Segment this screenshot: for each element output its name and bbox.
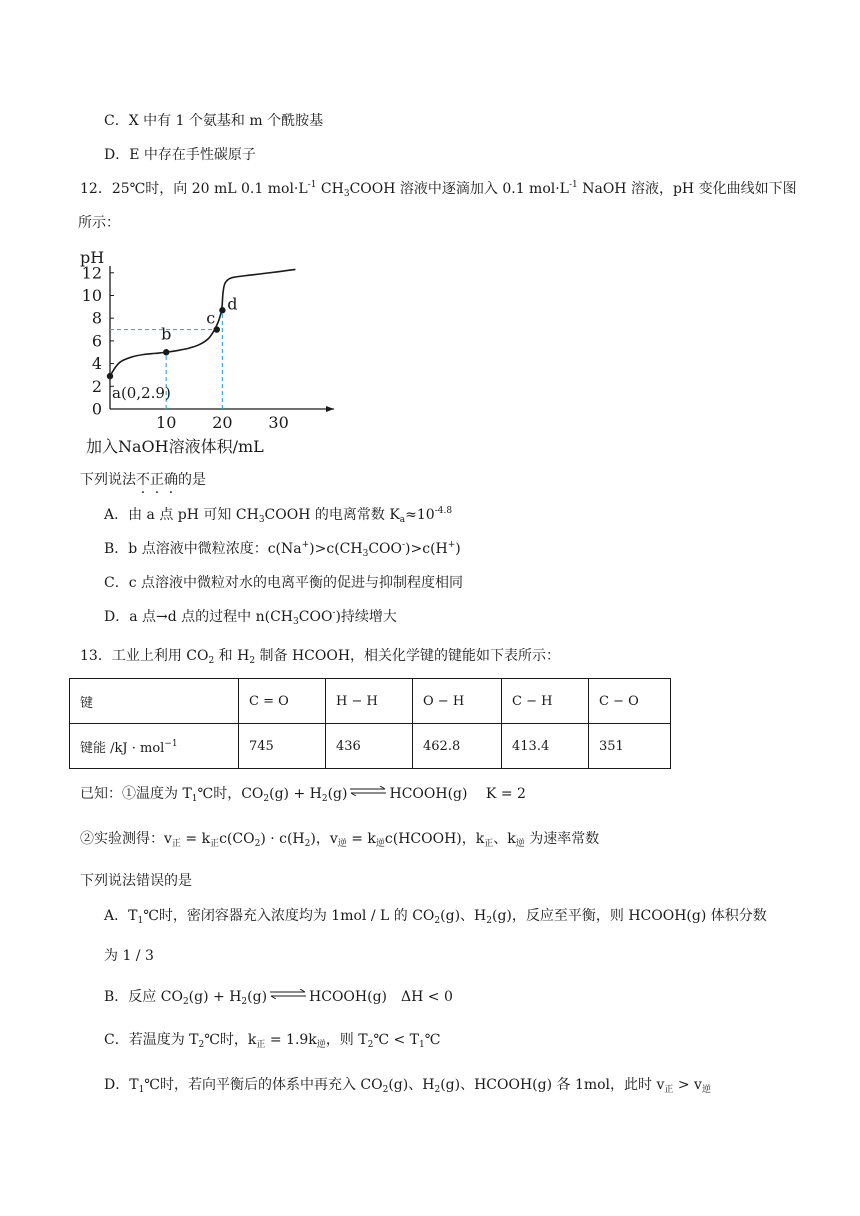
- data-point: [219, 307, 225, 313]
- q13-option-a-line2: 为 1 / 3: [104, 948, 154, 964]
- q11-option-c: C．X 中有 1 个氨基和 m 个酰胺基: [104, 113, 324, 129]
- table-row: [70, 724, 671, 769]
- data-point-label: d: [227, 294, 238, 314]
- q12-question-emphasis: [136, 472, 178, 488]
- q13-option-d: D．$T_1℃$时，若向平衡后的体系中再充入 $CO_2(g)$、$H_2(g)$、HCOOH(g) 各 1mol，此时 $v_正 > v_逆$: [104, 1077, 711, 1095]
- chart-y-axis-label: pH: [80, 248, 105, 267]
- y-tick-label: 6: [91, 331, 102, 351]
- data-point-label: a(0,2.9): [112, 384, 171, 403]
- q12-stem-line1: 12．25℃时，向 20 mL 0.1 $mol\cdot L^{-1}$ $CH_3COOH$ 溶液中逐滴加入 0.1 $mol\cdot L^{-1}$ NaOH 溶液，pH 变化曲线如下图: [80, 180, 797, 199]
- equilibrium-arrow-icon: [269, 989, 307, 999]
- emphasis-char: 不: [136, 472, 150, 488]
- y-tick-label: 0: [91, 399, 102, 419]
- ph-curve: [110, 269, 295, 376]
- data-point: [163, 349, 169, 355]
- table-cell: O − H: [413, 679, 502, 724]
- table-header-cell: 键: [70, 679, 239, 724]
- table-cell: C = O: [239, 679, 326, 724]
- q13-stem: 13．工业上利用 $CO_2$ 和 $H_2$ 制备 HCOOH，相关化学键的键能如下表所示：: [80, 648, 561, 666]
- q13-option-b: B．反应 $CO_2(g) + H_2(g)$ HCOOH(g) ΔH < 0: [104, 989, 453, 1007]
- y-tick-label: 2: [91, 376, 102, 396]
- ph-titration-chart: [76, 244, 346, 456]
- table-cell: C − O: [589, 679, 671, 724]
- chart-points: [107, 294, 238, 402]
- bond-energy-table: [69, 678, 671, 769]
- q12-option-c: C．c 点溶液中微粒对水的电离平衡的促进与抑制程度相同: [104, 575, 464, 591]
- x-tick-label: 10: [156, 413, 177, 432]
- y-tick-label: 8: [91, 308, 102, 328]
- data-point-label: b: [161, 324, 172, 344]
- table-cell: 745: [239, 724, 326, 769]
- table-cell: C − H: [502, 679, 589, 724]
- table-cell: H − H: [326, 679, 413, 724]
- data-point-label: c: [206, 308, 216, 328]
- emphasis-char: 正: [150, 472, 164, 488]
- table-cell: 351: [589, 724, 671, 769]
- emphasis-char: 确: [164, 472, 178, 488]
- q13-known-1: 已知：①温度为 $T_1℃$时，$CO_2(g) + H_2(g)$ HCOOH(g) K = 2: [80, 786, 526, 804]
- q13-question: 下列说法错误的是: [80, 873, 192, 889]
- q12-question: 下列说法不正确的是: [80, 472, 206, 488]
- equilibrium-arrow-icon: [349, 786, 387, 796]
- table-row: [70, 679, 671, 724]
- table-cell: 413.4: [502, 724, 589, 769]
- table-header-cell: 键能 /kJ · mol$^{-1}$: [70, 724, 239, 769]
- x-axis-arrow-icon: [326, 406, 334, 412]
- q12-option-a: A．由 a 点 pH 可知 $CH_3COOH$ 的电离常数 $K_a\approx 10^{-4.8}$: [104, 506, 453, 525]
- table-cell: 462.8: [413, 724, 502, 769]
- q12-stem-line2: 所示：: [78, 215, 120, 231]
- y-tick-label: 10: [81, 286, 102, 305]
- x-tick-label: 20: [212, 413, 233, 432]
- chart-x-axis-label: 加入NaOH溶液体积/mL: [86, 437, 264, 456]
- x-tick-label: 30: [268, 413, 289, 432]
- y-tick-label: 12: [81, 263, 102, 283]
- q13-option-a: A．$T_1℃$时，密闭容器充入浓度均为 1mol / L 的 $CO_2(g)$、$H_2(g)$，反应至平衡，则 HCOOH(g) 体积分数: [104, 908, 767, 926]
- y-tick-label: 4: [91, 354, 102, 374]
- q13-option-c: C．若温度为 $T_2℃$时，$k_正 = 1.9k_逆$，则 $T_2℃$ < $T_1℃$: [104, 1032, 441, 1050]
- q12-option-b: B．b 点溶液中微粒浓度：$c(Na^+)>c(CH_3COO^-)>c(H^+)$: [104, 540, 461, 559]
- data-point: [107, 373, 113, 379]
- q12-option-d: D．a 点→d 点的过程中 $n(CH_3COO^-)$持续增大: [104, 608, 397, 627]
- table-cell: 436: [326, 724, 413, 769]
- q13-known-2: ②实验测得：$v_正 = k_正c(CO_2) \cdot c(H_2)$，$v_逆$ = $k_逆c(HCOOH)$，$k_正$、$k_逆$ 为速率常数: [80, 831, 600, 849]
- q11-option-d: D．E 中存在手性碳原子: [104, 147, 256, 163]
- chart-tick-labels: [82, 263, 289, 432]
